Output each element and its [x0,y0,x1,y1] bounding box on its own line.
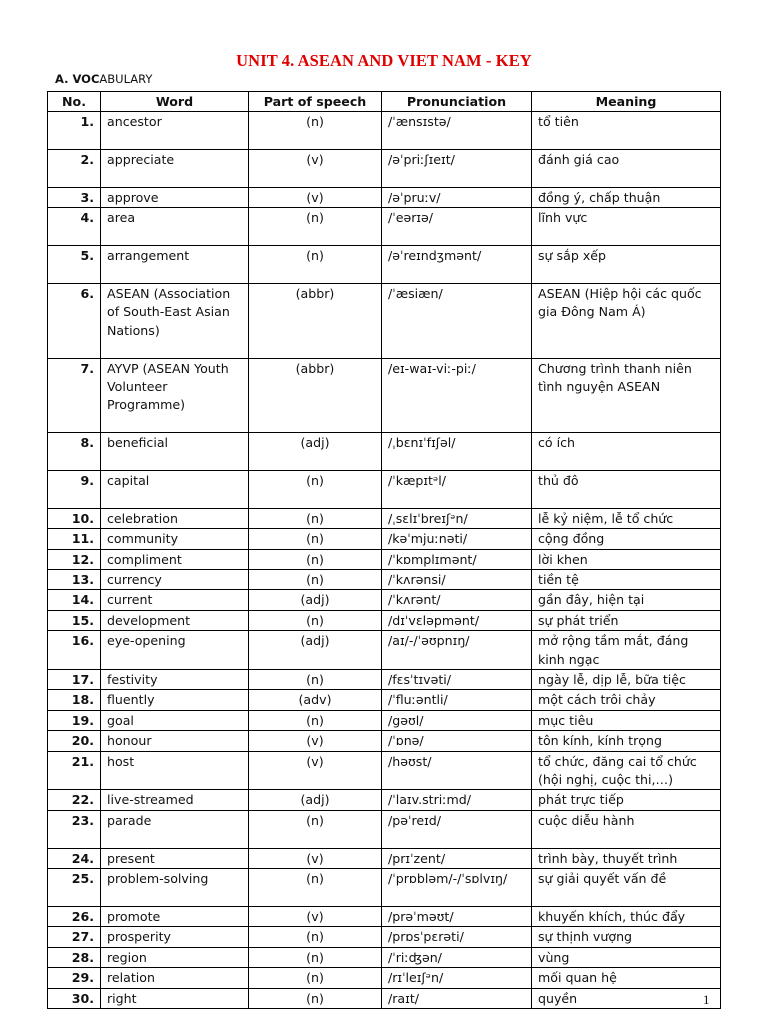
table-row [48,631,721,670]
header-meaning: Meaning [532,92,721,112]
cell-meaning: khuyến khích, thúc đẩy [532,906,721,926]
cell-number: 17. [48,670,101,690]
cell-meaning: thủ đô [532,470,721,508]
cell-part-of-speech: (n) [249,810,382,848]
cell-meaning: tổ chức, đăng cai tổ chức (hội nghị, cuộc thi,…) [532,751,721,790]
cell-meaning: một cách trôi chảy [532,690,721,710]
cell-word: appreciate [101,150,249,188]
table-row [48,590,721,610]
table-row [48,947,721,967]
cell-pronunciation: /prəˈməʊt/ [382,906,532,926]
cell-meaning: sự sắp xếp [532,246,721,284]
cell-word: prosperity [101,927,249,947]
section-heading [55,72,152,86]
table-row [48,208,721,246]
cell-meaning: mối quan hệ [532,968,721,988]
table-row [48,570,721,590]
cell-number: 19. [48,710,101,730]
cell-number: 27. [48,927,101,947]
cell-number: 5. [48,246,101,284]
cell-part-of-speech: (n) [249,470,382,508]
cell-pronunciation: /eɪ-waɪ-viː-piː/ [382,358,532,433]
cell-pronunciation: /kəˈmjuːnəti/ [382,529,532,549]
cell-number: 8. [48,433,101,471]
cell-meaning: lời khen [532,549,721,569]
cell-word: promote [101,906,249,926]
cell-word: area [101,208,249,246]
table-row [48,848,721,868]
cell-part-of-speech: (n) [249,610,382,630]
cell-part-of-speech: (v) [249,751,382,790]
table-row [48,433,721,471]
cell-meaning: Chương trình thanh niên tình nguyện ASEAN [532,358,721,433]
cell-word: present [101,848,249,868]
cell-pronunciation: /gəʊl/ [382,710,532,730]
header-no: No. [48,92,101,112]
cell-word: parade [101,810,249,848]
header-word: Word [101,92,249,112]
cell-part-of-speech: (adj) [249,433,382,471]
table-row [48,690,721,710]
cell-word: relation [101,968,249,988]
table-row [48,470,721,508]
cell-word: compliment [101,549,249,569]
page-number: 1 [703,992,710,1007]
cell-meaning: có ích [532,433,721,471]
cell-part-of-speech: (n) [249,670,382,690]
table-row [48,968,721,988]
table-row [48,731,721,751]
cell-word: beneficial [101,433,249,471]
cell-number: 22. [48,790,101,810]
cell-part-of-speech: (v) [249,731,382,751]
cell-pronunciation: /həʊst/ [382,751,532,790]
cell-part-of-speech: (adj) [249,631,382,670]
cell-pronunciation: /dɪˈvɛləpmənt/ [382,610,532,630]
cell-meaning: phát trực tiếp [532,790,721,810]
cell-number: 30. [48,988,101,1008]
cell-number: 4. [48,208,101,246]
cell-meaning: tổ tiên [532,112,721,150]
cell-part-of-speech: (n) [249,988,382,1008]
cell-word: goal [101,710,249,730]
cell-number: 7. [48,358,101,433]
cell-number: 21. [48,751,101,790]
cell-number: 13. [48,570,101,590]
cell-number: 29. [48,968,101,988]
cell-word: fluently [101,690,249,710]
cell-number: 3. [48,188,101,208]
table-row [48,549,721,569]
cell-part-of-speech: (n) [249,529,382,549]
cell-pronunciation: /ˈkɒmplɪmənt/ [382,549,532,569]
cell-word: eye-opening [101,631,249,670]
cell-number: 6. [48,284,101,359]
cell-meaning: cuộc diễu hành [532,810,721,848]
section-heading-rest: ABULARY [99,72,153,86]
cell-word: AYVP (ASEAN Youth Volunteer Programme) [101,358,249,433]
cell-part-of-speech: (n) [249,570,382,590]
table-row [48,284,721,359]
cell-pronunciation: /ˈeərɪə/ [382,208,532,246]
cell-meaning: quyền [532,988,721,1008]
cell-meaning: cộng đồng [532,529,721,549]
cell-part-of-speech: (abbr) [249,358,382,433]
cell-meaning: mục tiêu [532,710,721,730]
cell-part-of-speech: (v) [249,906,382,926]
table-body [48,112,721,1009]
table-row [48,508,721,528]
cell-pronunciation: /ˈriːʤən/ [382,947,532,967]
cell-pronunciation: /prɒsˈpɛrəti/ [382,927,532,947]
table-row [48,529,721,549]
cell-part-of-speech: (n) [249,508,382,528]
table-row [48,112,721,150]
cell-pronunciation: /ˌsɛlɪˈbreɪʃᵊn/ [382,508,532,528]
cell-pronunciation: /ˈfluːəntli/ [382,690,532,710]
cell-pronunciation: /ˈlaɪv.striːmd/ [382,790,532,810]
table-row [48,790,721,810]
cell-meaning: mở rộng tầm mắt, đáng kinh ngạc [532,631,721,670]
cell-part-of-speech: (n) [249,208,382,246]
cell-number: 2. [48,150,101,188]
cell-word: festivity [101,670,249,690]
cell-number: 14. [48,590,101,610]
cell-meaning: sự giải quyết vấn đề [532,869,721,907]
cell-number: 16. [48,631,101,670]
cell-word: arrangement [101,246,249,284]
table-row [48,246,721,284]
cell-number: 10. [48,508,101,528]
cell-meaning: ngày lễ, dịp lễ, bữa tiệc [532,670,721,690]
table-header-row [48,92,721,112]
cell-part-of-speech: (v) [249,150,382,188]
cell-word: live-streamed [101,790,249,810]
cell-part-of-speech: (n) [249,710,382,730]
cell-pronunciation: /ˈæsiæn/ [382,284,532,359]
cell-word: right [101,988,249,1008]
cell-number: 1. [48,112,101,150]
cell-pronunciation: /əˈpruːv/ [382,188,532,208]
cell-word: community [101,529,249,549]
cell-meaning: đồng ý, chấp thuận [532,188,721,208]
cell-number: 11. [48,529,101,549]
cell-meaning: tiền tệ [532,570,721,590]
vocabulary-table [47,91,721,1009]
cell-word: development [101,610,249,630]
cell-word: ancestor [101,112,249,150]
page-title: UNIT 4. ASEAN AND VIET NAM - KEY [236,51,532,70]
cell-part-of-speech: (abbr) [249,284,382,359]
cell-pronunciation: /pəˈreɪd/ [382,810,532,848]
cell-pronunciation: /rɪˈleɪʃᵊn/ [382,968,532,988]
cell-meaning: lĩnh vực [532,208,721,246]
cell-word: host [101,751,249,790]
cell-word: currency [101,570,249,590]
table-row [48,906,721,926]
cell-part-of-speech: (n) [249,246,382,284]
cell-meaning: tôn kính, kính trọng [532,731,721,751]
cell-meaning: sự phát triển [532,610,721,630]
cell-pronunciation: /ˌbɛnɪˈfɪʃəl/ [382,433,532,471]
header-part-of-speech: Part of speech [249,92,382,112]
cell-meaning: đánh giá cao [532,150,721,188]
cell-word: approve [101,188,249,208]
cell-number: 18. [48,690,101,710]
cell-meaning: sự thịnh vượng [532,927,721,947]
cell-number: 12. [48,549,101,569]
table-row [48,869,721,907]
cell-part-of-speech: (v) [249,188,382,208]
cell-pronunciation: /ˈɒnə/ [382,731,532,751]
cell-word: honour [101,731,249,751]
cell-word: problem-solving [101,869,249,907]
cell-part-of-speech: (adj) [249,590,382,610]
cell-pronunciation: /ˈkæpɪtᵊl/ [382,470,532,508]
cell-pronunciation: /fɛsˈtɪvəti/ [382,670,532,690]
cell-number: 28. [48,947,101,967]
cell-part-of-speech: (n) [249,549,382,569]
section-heading-bold: A. VOC [55,72,100,86]
cell-meaning: trình bày, thuyết trình [532,848,721,868]
cell-word: ASEAN (Association of South-East Asian Nations) [101,284,249,359]
cell-pronunciation: /ˈkʌrənt/ [382,590,532,610]
cell-meaning: vùng [532,947,721,967]
cell-pronunciation: /prɪˈzent/ [382,848,532,868]
table-row [48,188,721,208]
cell-word: celebration [101,508,249,528]
table-row [48,710,721,730]
cell-word: region [101,947,249,967]
cell-meaning: ASEAN (Hiệp hội các quốc gia Đông Nam Á) [532,284,721,359]
cell-number: 25. [48,869,101,907]
cell-part-of-speech: (n) [249,869,382,907]
table-row [48,358,721,433]
cell-pronunciation: /əˈreɪndʒmənt/ [382,246,532,284]
cell-meaning: lễ kỷ niệm, lễ tổ chức [532,508,721,528]
cell-part-of-speech: (v) [249,848,382,868]
header-pronunciation: Pronunciation [382,92,532,112]
cell-pronunciation: /ˈkʌrənsi/ [382,570,532,590]
cell-pronunciation: /əˈpriːʃɪeɪt/ [382,150,532,188]
cell-part-of-speech: (n) [249,112,382,150]
cell-pronunciation: /raɪt/ [382,988,532,1008]
table-row [48,988,721,1008]
cell-number: 23. [48,810,101,848]
cell-part-of-speech: (n) [249,947,382,967]
cell-part-of-speech: (n) [249,968,382,988]
cell-pronunciation: /ˈprɒbləm/-/ˈsɒlvɪŋ/ [382,869,532,907]
cell-number: 26. [48,906,101,926]
cell-word: current [101,590,249,610]
cell-part-of-speech: (adv) [249,690,382,710]
cell-number: 20. [48,731,101,751]
table-row [48,670,721,690]
table-row [48,810,721,848]
cell-part-of-speech: (adj) [249,790,382,810]
table-row [48,150,721,188]
cell-part-of-speech: (n) [249,927,382,947]
table-row [48,751,721,790]
table-row [48,610,721,630]
cell-pronunciation: /ˈænsɪstə/ [382,112,532,150]
cell-number: 9. [48,470,101,508]
cell-word: capital [101,470,249,508]
cell-pronunciation: /aɪ/-/ˈəʊpnɪŋ/ [382,631,532,670]
cell-number: 15. [48,610,101,630]
cell-number: 24. [48,848,101,868]
table-row [48,927,721,947]
cell-meaning: gần đây, hiện tại [532,590,721,610]
